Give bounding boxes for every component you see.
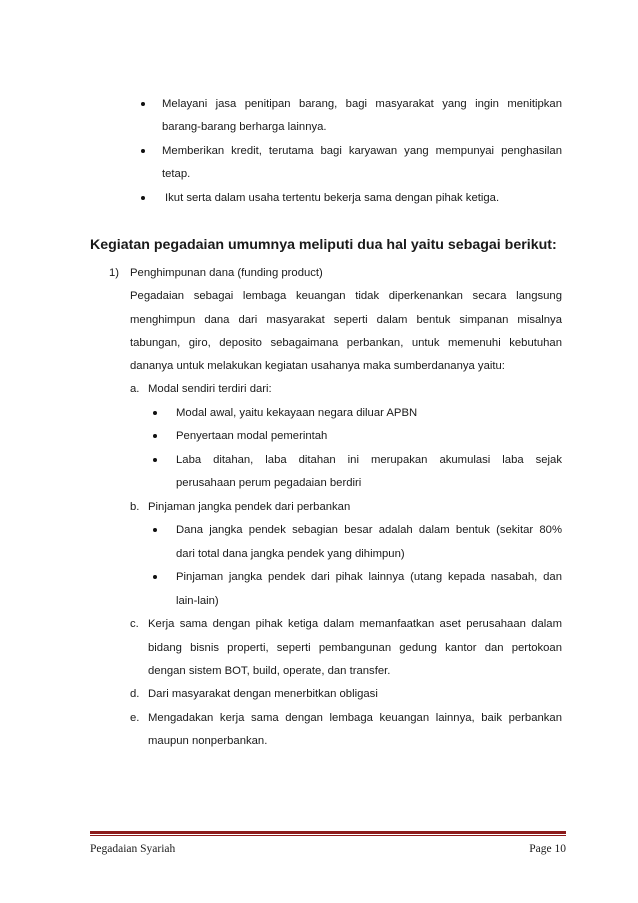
bullet-text: Modal awal, yaitu kekayaan negara diluar APBN	[176, 407, 418, 419]
bullet-text: lain-lain)	[176, 595, 219, 607]
list-marker: b.	[130, 501, 140, 513]
bullet-icon	[141, 102, 145, 106]
bullet-text: dari total dana jangka pendek yang dihimpun)	[176, 548, 405, 560]
footer-rule-thin	[90, 835, 566, 836]
bullet-text: Memberikan kredit, terutama bagi karyawan yang mempunyai penghasilan	[162, 145, 562, 157]
bullet-icon	[153, 411, 157, 415]
list-item-text: Pinjaman jangka pendek dari perbankan	[148, 501, 351, 513]
list-item-text: maupun nonperbankan.	[148, 735, 268, 747]
bullet-icon	[153, 434, 157, 438]
bullet-text: Melayani jasa penitipan barang, bagi masyarakat yang ingin menitipkan	[162, 98, 562, 110]
page-number: Page 10	[529, 843, 566, 855]
list-item-text: bidang bisnis properti, seperti pembangunan gedung kantor dan pertokoan	[148, 642, 562, 654]
bullet-icon	[153, 458, 157, 462]
list-marker: e.	[130, 712, 140, 724]
list-marker: d.	[130, 688, 140, 700]
bullet-icon	[153, 575, 157, 579]
paragraph-line: dananya untuk melakukan kegiatan usahanya maka sumberdananya yaitu:	[130, 360, 505, 372]
bullet-icon	[153, 528, 157, 532]
list-item-text: Kerja sama dengan pihak ketiga dalam memanfaatkan aset perusahaan dalam	[148, 618, 562, 630]
list-item-text: Modal sendiri terdiri dari:	[148, 383, 272, 395]
list-marker: c.	[130, 618, 139, 630]
list-item-text: dengan sistem BOT, build, operate, dan transfer.	[148, 665, 391, 677]
list-item-title: Penghimpunan dana (funding product)	[130, 267, 323, 279]
bullet-text: tetap.	[162, 168, 191, 180]
footer-title: Pegadaian Syariah	[90, 843, 176, 855]
bullet-icon	[141, 149, 145, 153]
bullet-text: perusahaan perum pegadaian berdiri	[176, 477, 362, 489]
bullet-text: barang-barang berharga lainnya.	[162, 121, 327, 133]
bullet-text: Laba ditahan, laba ditahan ini merupakan akumulasi laba sejak	[176, 454, 562, 466]
bullet-text: Pinjaman jangka pendek dari pihak lainnya (utang kepada nasabah, dan	[176, 571, 562, 583]
list-item-text: Dari masyarakat dengan menerbitkan obligasi	[148, 688, 378, 700]
section-heading: Kegiatan pegadaian umumnya meliputi dua hal yaitu sebagai berikut:	[90, 237, 557, 253]
bullet-text: Dana jangka pendek sebagian besar adalah dalam bentuk (sekitar 80%	[176, 524, 562, 536]
paragraph-line: tabungan, giro, deposito sebagaimana perbankan, untuk memenuhi kebutuhan	[130, 337, 562, 349]
list-marker: a.	[130, 383, 140, 395]
list-item-text: Mengadakan kerja sama dengan lembaga keuangan lainnya, baik perbankan	[148, 712, 562, 724]
bullet-text: Ikut serta dalam usaha tertentu bekerja sama dengan pihak ketiga.	[165, 192, 500, 204]
paragraph-line: Pegadaian sebagai lembaga keuangan tidak diperkenankan secara langsung	[130, 290, 562, 302]
bullet-text: Penyertaan modal pemerintah	[176, 430, 328, 442]
footer-rule	[90, 831, 566, 834]
bullet-icon	[141, 196, 145, 200]
list-marker: 1)	[109, 267, 120, 279]
paragraph-line: menghimpun dana dari masyarakat seperti dalam bentuk simpanan misalnya	[130, 314, 562, 326]
